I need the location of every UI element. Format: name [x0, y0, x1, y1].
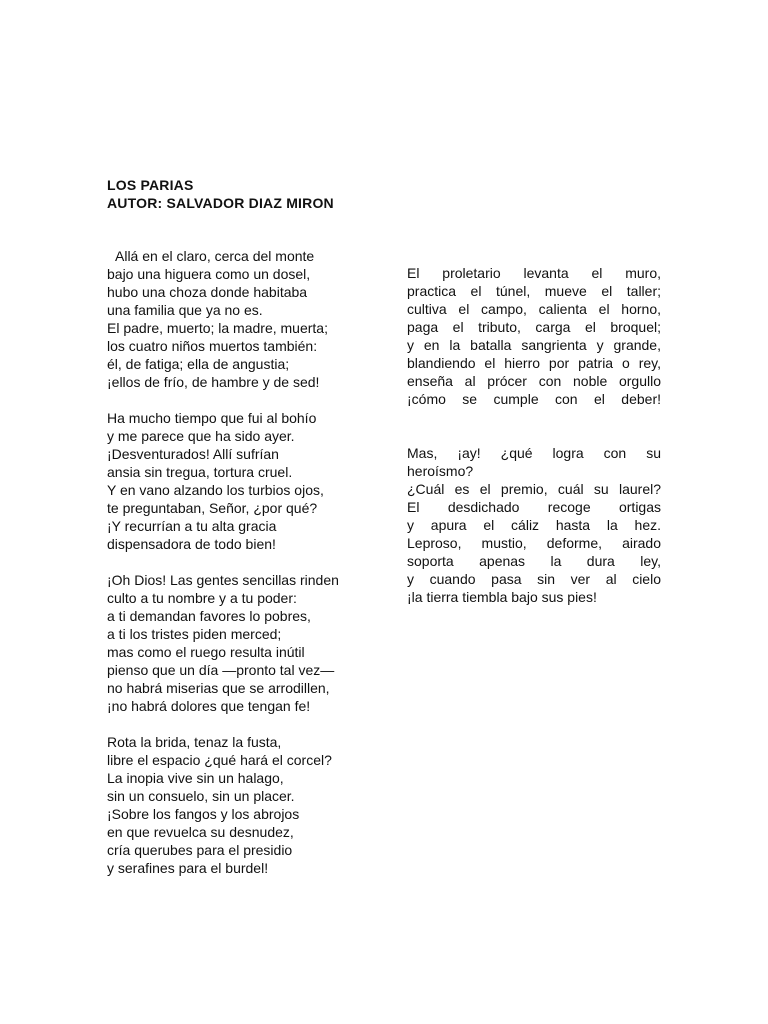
stanza: [407, 264, 661, 408]
verse-line: Rota la brida, tenaz la fusta,: [107, 734, 282, 750]
verse-line: sin un consuelo, sin un placer.: [107, 788, 295, 804]
verse-line: ¡Oh Dios! Las gentes sencillas rinden: [107, 572, 339, 588]
left-column: [107, 247, 377, 895]
stanza: [107, 409, 377, 553]
stanza: [407, 444, 661, 606]
verse-line: cría querubes para el presidio: [107, 842, 293, 858]
verse-line: ¡ellos de frío, de hambre y de sed!: [107, 374, 320, 390]
verse-line: los cuatro niños muertos también:: [107, 338, 318, 354]
verse-line: Ha mucho tiempo que fui al bohío: [107, 410, 317, 426]
stanza: [107, 571, 377, 715]
verse-line: El desdichado recoge ortigas: [407, 499, 661, 515]
verse-line: blandiendo el hierro por patria o rey,: [407, 355, 661, 371]
verse-line: y serafines para el burdel!: [107, 860, 269, 876]
verse-line: a ti los tristes piden merced;: [107, 626, 282, 642]
verse-line: practica el túnel, mueve el taller;: [407, 283, 661, 299]
verse-line: mas como el ruego resulta inútil: [107, 644, 305, 660]
verse-line: soporta apenas la dura ley,: [407, 553, 661, 569]
right-column: [407, 264, 661, 642]
verse-line: El padre, muerto; la madre, muerta;: [107, 320, 328, 336]
verse-line: cultiva el campo, calienta el horno,: [407, 301, 661, 317]
verse-line: una familia que ya no es.: [107, 302, 263, 318]
verse-line: heroísmo?: [407, 463, 474, 479]
verse-line: ¡no habrá dolores que tengan fe!: [107, 698, 311, 714]
verse-line: y en la batalla sangrienta y grande,: [407, 337, 661, 353]
verse-line: ansia sin tregua, tortura cruel.: [107, 464, 293, 480]
verse-line: y apura el cáliz hasta la hez.: [407, 517, 661, 533]
poem-author: AUTOR: SALVADOR DIAZ MIRON: [107, 195, 334, 211]
poem-heading: [107, 176, 334, 212]
verse-line: Leproso, mustio, deforme, airado: [407, 535, 661, 551]
verse-line: ¡Y recurrían a tu alta gracia: [107, 518, 277, 534]
verse-line: ¡Sobre los fangos y los abrojos: [107, 806, 300, 822]
verse-line: pienso que un día —pronto tal vez—: [107, 662, 335, 678]
verse-line: y me parece que ha sido ayer.: [107, 428, 295, 444]
poem-title: LOS PARIAS: [107, 177, 194, 193]
verse-line: libre el espacio ¿qué hará el corcel?: [107, 752, 332, 768]
verse-line: enseña al prócer con noble orgullo: [407, 373, 661, 389]
verse-line: culto a tu nombre y a tu poder:: [107, 590, 297, 606]
verse-line: él, de fatiga; ella de angustia;: [107, 356, 290, 372]
stanza: [107, 247, 377, 391]
verse-line: dispensadora de todo bien!: [107, 536, 276, 552]
verse-line: ¡Desventurados! Allí sufrían: [107, 446, 279, 462]
verse-line: hubo una choza donde habitaba: [107, 284, 308, 300]
stanza: [107, 733, 377, 877]
verse-line: La inopia vive sin un halago,: [107, 770, 284, 786]
verse-line: Y en vano alzando los turbios ojos,: [107, 482, 324, 498]
verse-line: ¡la tierra tiembla bajo sus pies!: [407, 589, 597, 605]
verse-line: no habrá miserias que se arrodillen,: [107, 680, 330, 696]
verse-line: paga el tributo, carga el broquel;: [407, 319, 661, 335]
verse-line: y cuando pasa sin ver al cielo: [407, 571, 661, 587]
verse-line: Mas, ¡ay! ¿qué logra con su: [407, 445, 661, 461]
verse-line: El proletario levanta el muro,: [407, 265, 661, 281]
verse-line: ¡cómo se cumple con el deber!: [407, 391, 661, 407]
verse-line: bajo una higuera como un dosel,: [107, 266, 311, 282]
verse-line: en que revuelca su desnudez,: [107, 824, 294, 840]
verse-line: ¿Cuál es el premio, cuál su laurel?: [407, 481, 661, 497]
verse-line: a ti demandan favores lo pobres,: [107, 608, 311, 624]
verse-line: Allá en el claro, cerca del monte: [115, 248, 315, 264]
verse-line: te preguntaban, Señor, ¿por qué?: [107, 500, 318, 516]
